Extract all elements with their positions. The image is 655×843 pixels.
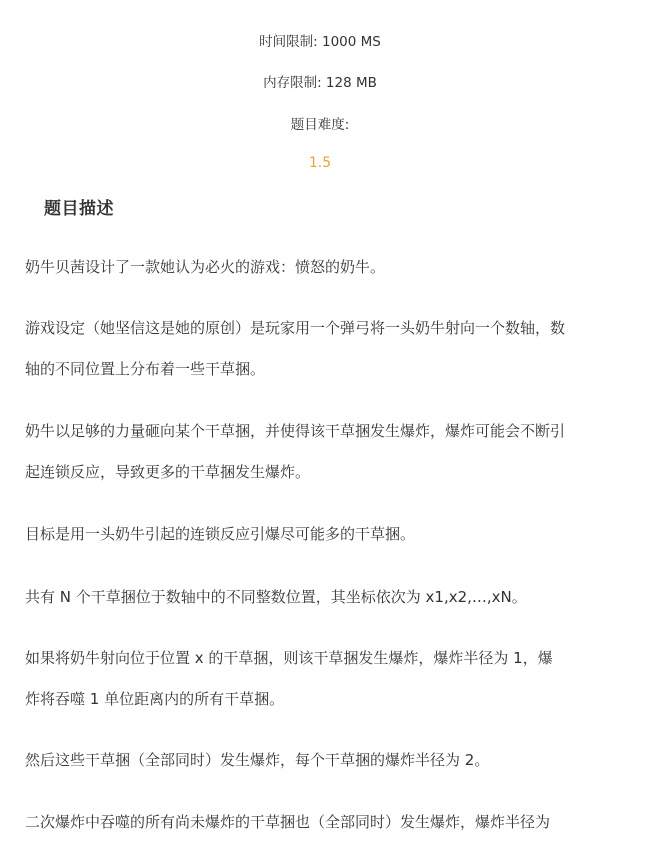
paragraph (25, 638, 610, 720)
paragraph-line: 奶牛以足够的力量砸向某个干草捆，并使得该干草捆发生爆炸，爆炸可能会不断引 (25, 422, 566, 440)
paragraph (25, 247, 610, 288)
paragraph-line: 游戏设定（她坚信这是她的原创）是玩家用一个弹弓将一头奶牛射向一个数轴，数 (25, 319, 566, 337)
paragraph-line: 炸将吞噬 1 单位距离内的所有干草捆。 (25, 690, 285, 708)
paragraph-line: 二次爆炸中吞噬的所有尚未爆炸的干草捆也（全部同时）发生爆炸，爆炸半径为 (25, 813, 551, 831)
paragraph-line: 如果将奶牛射向位于位置 x 的干草捆，则该干草捆发生爆炸，爆炸半径为 1，爆 (25, 649, 553, 667)
paragraph-line: 然后这些干草捆（全部同时）发生爆炸，每个干草捆的爆炸半径为 2。 (25, 751, 490, 769)
paragraph-line: 奶牛贝茜设计了一款她认为必火的游戏：愤怒的奶牛。 (25, 258, 386, 276)
paragraph (25, 514, 610, 555)
paragraph-line: 轴的不同位置上分布着一些干草捆。 (25, 360, 266, 378)
time-limit: 时间限制: 1000 MS (259, 34, 381, 50)
paragraph (25, 411, 610, 493)
paragraph (25, 308, 610, 390)
difficulty-label: 题目难度: (290, 117, 350, 133)
section-title: 题目描述 (44, 199, 114, 219)
paragraph-line: 目标是用一头奶牛引起的连锁反应引爆尽可能多的干草捆。 (25, 525, 416, 543)
paragraph-line: 共有 N 个干草捆位于数轴中的不同整数位置，其坐标依次为 x1,x2,…,xN。 (25, 588, 527, 606)
paragraph (25, 740, 610, 781)
difficulty-value: 1.5 (308, 155, 332, 171)
memory-limit: 内存限制: 128 MB (263, 75, 377, 91)
paragraph (25, 577, 610, 618)
paragraph-line: 起连锁反应，导致更多的干草捆发生爆炸。 (25, 463, 311, 481)
